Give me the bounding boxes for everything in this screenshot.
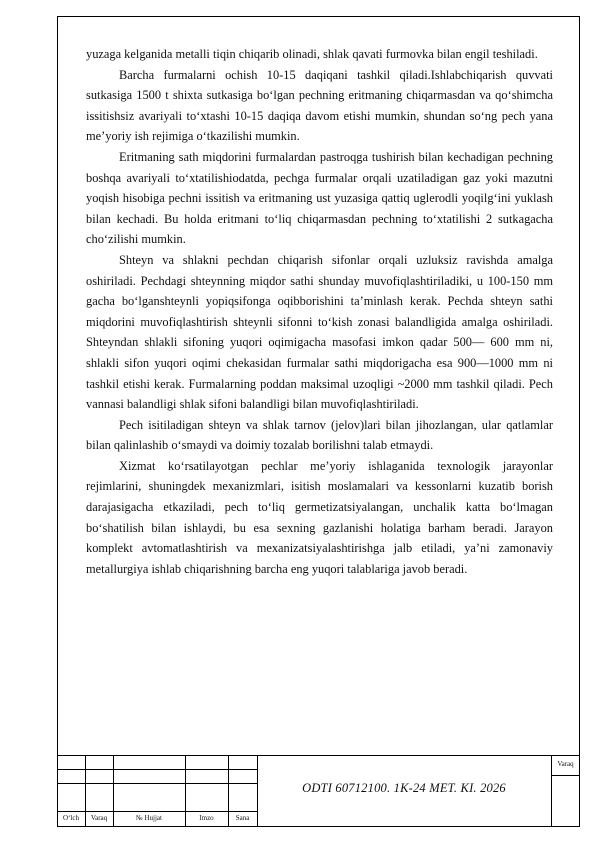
document-code: ODTI 60712100. 1K-24 MET. KI. 2026 <box>302 781 506 795</box>
paragraph-5: Pech isitiladigan shteyn va shlak tarnov (jelov)lari bilan jihozlangan, ular qatlamlar bilan qalinlashib o‘smaydi va doimiy tozalab borilishni talab etmaydi. <box>86 417 553 453</box>
column-label-varaq: Varaq <box>90 814 108 822</box>
paragraph-2: Barcha furmalarni ochish 10-15 daqiqani tashkil qiladi.Ishlabchiqarish quvvati sutkasiga 1500 t shixta sutkasiga bo‘lgan pechning eritmaning chiqarmasdan va qo‘shimcha issitishsiz avariyali to‘xtashi 10-15 daqiqa davom etishi mumkin, shundan so‘ng pech yana me’yoriy ish rejimiga o‘tkazilishi mumkin. <box>86 67 553 144</box>
paragraph-3: Eritmaning sath miqdorini furmalardan pastroqga tushirish bilan kechadigan pechning boshqa avariyali to‘xtatilishiodatda, pechga furmalar orqali uzatiladigan gaz yoki mazutni yoqish hisobiga pechni issitish va eritmaning ust yuzasiga qattiq uglerodli yoqilg‘ini yuklash bilan kechadi. Bu holda eritmani to‘liq chiqarmasdan pechning to‘xtatilishi 2 sutkagacha cho‘zilishi mumkin. <box>86 149 553 247</box>
paragraph-6: Xizmat ko‘rsatilayotgan pechlar me’yoriy ishlaganida texnologik jarayonlar rejimlarini, shuningdek mexanizmlari, isitish moslamalari va kessonlarni kuzatib borish darajasigacha etkaziladi, pech to‘liq germetizatsiyalangan, unchalik katta bo‘lmagan bo‘shatilish bilan ishlaydi, bu esa sexning gazlanishi holatiga barham beradi. Jarayon komplekt avtomatlashtirish va mexanizatsiyalashtirishga jalb etiladi, ya’ni zamonaviy metallurgiya ishlab chiqarishning barcha eng yuqori talablariga javob beradi. <box>86 458 553 576</box>
column-label-hujjat: № Hujjat <box>136 814 162 822</box>
sheet-label: Varaq <box>557 760 574 768</box>
document-body <box>86 44 553 579</box>
paragraph-4: Shteyn va shlakni pechdan chiqarish sifonlar orqali uzluksiz ravishda amalga oshiriladi. Pechdagi shteynning miqdor sathi shunday muvofiqlashtiriladiki, u 100-150 mm gacha bo‘lganshteynli yopiqsifonga oqibborishini ta’minlash kerak. Pechda shteyn sathi miqdorini muvofiqlashtirish shteynli sifonni to‘kish zonasi balandligida amalga oshiriladi. Shteyndan shlakli sifoning yuqori oqimigacha masofasi imkon qadar 500— 600 mm ni, shlakli sifon yuqori oqimi chekasidan furmalar sathi miqdorigacha esa 900—1000 mm ni tashkil etishi kerak. Furmalarning poddan maksimal uzoqligi ~2000 mm tashkil qiladi. Pech vannasi balandligi shlak sifoni balandligi bilan muvofiqlashtiriladi. <box>86 252 553 412</box>
column-label-olch: O‘lch <box>63 814 79 822</box>
column-label-imzo: Imzo <box>199 814 214 822</box>
paragraph-1: yuzaga kelganida metalli tiqin chiqarib olinadi, shlak qavati furmovka bilan engil teshiladi. <box>86 47 538 61</box>
title-block <box>57 755 580 827</box>
column-label-sana: Sana <box>235 814 250 822</box>
